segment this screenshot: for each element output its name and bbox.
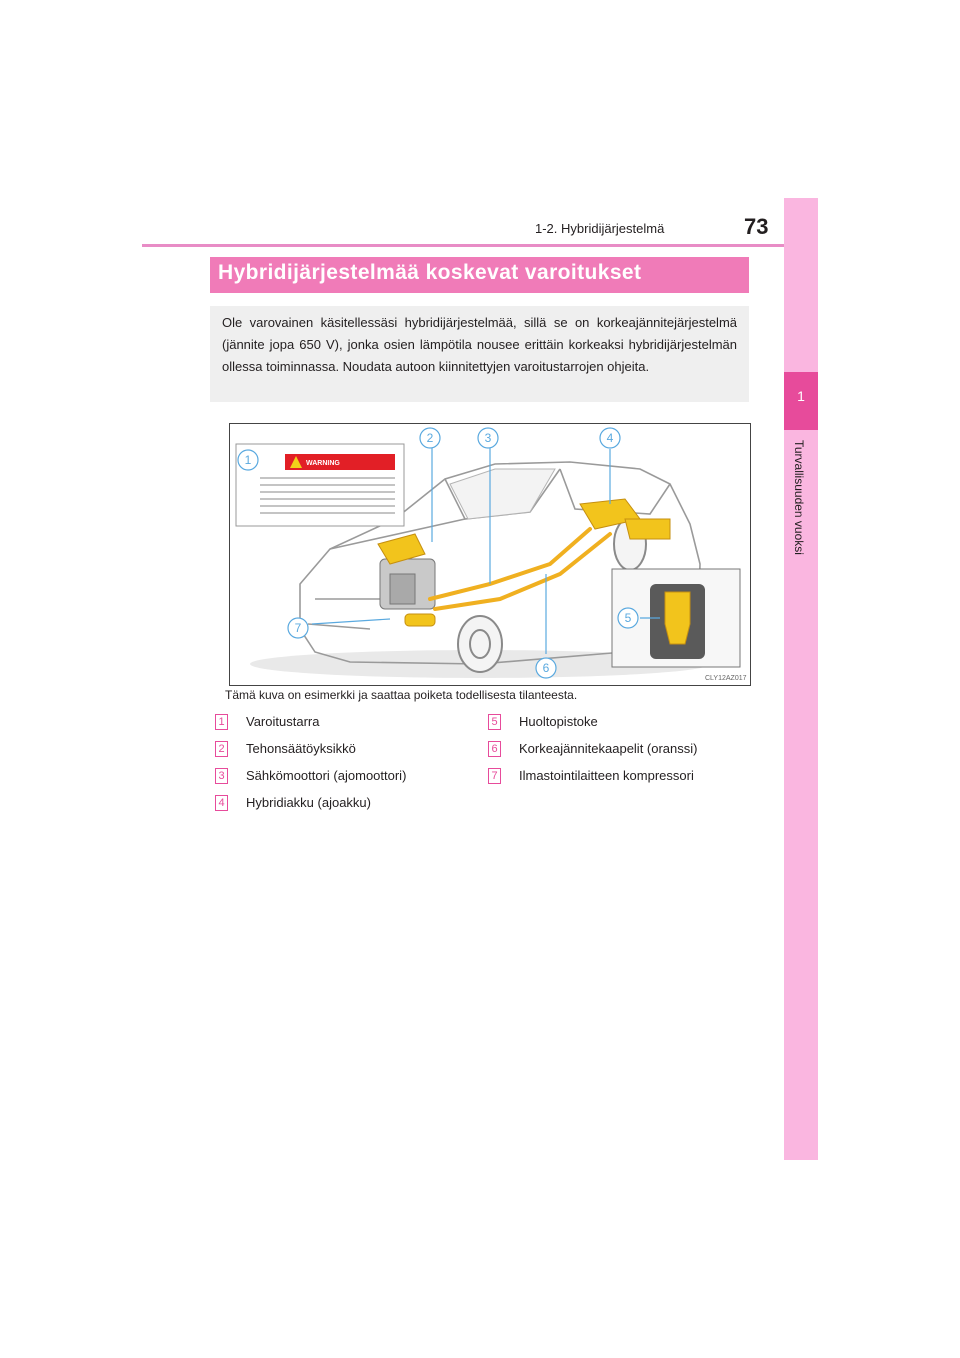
legend-label: Huoltopistoke — [519, 714, 598, 729]
callout-2: 2 — [426, 431, 434, 445]
section-heading-bar — [210, 257, 749, 293]
figure-code: CLY12AZ017 — [705, 675, 747, 682]
legend-number: 6 — [488, 741, 501, 757]
legend-label: Tehonsäätöyksikkö — [246, 741, 356, 756]
svg-text:WARNING: WARNING — [306, 460, 340, 467]
legend-label: Hybridiakku (ajoakku) — [246, 795, 371, 810]
callout-3: 3 — [484, 431, 492, 445]
legend-number: 5 — [488, 714, 501, 730]
warning-label-inset — [236, 444, 404, 526]
callout-6: 6 — [542, 661, 550, 675]
figure-caption: Tämä kuva on esimerkki ja saattaa poiketa todellisesta tilanteesta. — [225, 688, 578, 702]
header-divider — [142, 244, 818, 247]
chapter-title: Turvallisuuden vuoksi — [792, 440, 806, 555]
hv-cables — [430, 529, 610, 609]
legend-number: 2 — [215, 741, 228, 757]
warning-box — [210, 306, 749, 402]
section-heading: Hybridijärjestelmää koskevat varoitukset — [218, 261, 642, 284]
legend-label: Sähkömoottori (ajomoottori) — [246, 768, 407, 783]
engine-block — [380, 559, 435, 609]
callout-7: 7 — [294, 621, 302, 635]
legend-number: 4 — [215, 795, 228, 811]
page-number: 73 — [744, 214, 769, 239]
legend-label: Ilmastointilaitteen kompressori — [519, 768, 694, 783]
legend-number: 1 — [215, 714, 228, 730]
chapter-side-tab — [784, 198, 818, 1160]
callout-1: 1 — [244, 453, 252, 467]
legend-label: Varoitustarra — [246, 714, 320, 729]
legend-number: 7 — [488, 768, 501, 784]
legend-number: 3 — [215, 768, 228, 784]
legend-label: Korkeajännitekaapelit (oranssi) — [519, 741, 698, 756]
chapter-number: 1 — [797, 388, 805, 404]
warning-text: Ole varovainen käsitellessäsi hybridijärjestelmää, sillä se on korkeajännitejärjestelmä (jännite jopa 650 V), jonka osien lämpötila nousee erittäin korkeaksi hybridijärjestelmän ollessa toiminnassa. Noudata autoon kiinnitettyjen varoitustarrojen ohjeita. — [222, 315, 737, 374]
section-reference: 1-2. Hybridijärjestelmä — [535, 221, 665, 236]
callout-5: 5 — [624, 611, 632, 625]
callout-4: 4 — [606, 431, 614, 445]
car-diagram — [230, 424, 750, 685]
hybrid-system-illustration — [229, 423, 751, 686]
